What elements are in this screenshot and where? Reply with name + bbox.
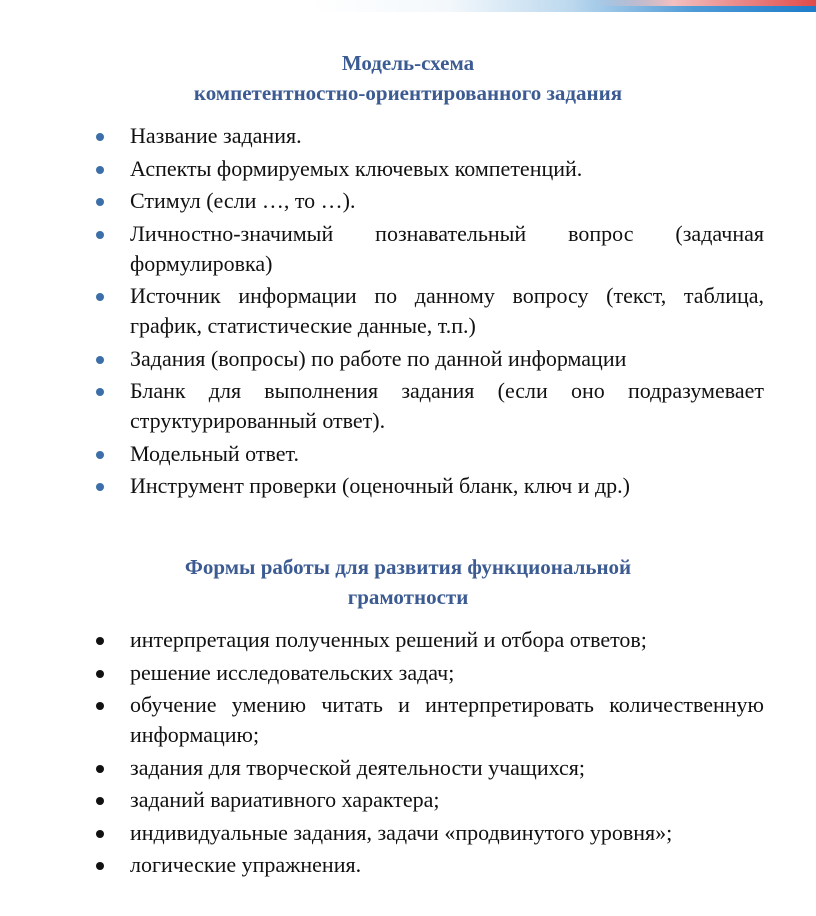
- list-item-text: интерпретация полученных решений и отбора ответов;: [130, 627, 647, 652]
- list-item: [96, 344, 764, 374]
- bullet-icon: [96, 356, 104, 364]
- list-item: [96, 281, 764, 341]
- list-item: [96, 219, 764, 279]
- bullet-icon: [96, 166, 104, 174]
- list-item: [96, 818, 764, 848]
- bullet-icon: [96, 702, 104, 710]
- list-item-text: решение исследовательских задач;: [130, 659, 455, 685]
- list-item-text: логические упражнения.: [130, 852, 362, 877]
- list-item-text: Стимул (если …, то …).: [130, 188, 356, 213]
- section-one-title-line1: Модель-схема: [341, 51, 475, 75]
- list-item-text: задания для творческой деятельности учащихся;: [130, 754, 586, 780]
- list-item: [96, 658, 764, 688]
- list-item-text: Инструмент проверки (оценочный бланк, ключ и др.): [130, 473, 630, 498]
- list-item: [96, 121, 764, 151]
- list-item-text: Модельный ответ.: [130, 440, 299, 466]
- list-item-text: Задания (вопросы) по работе по данной информации: [130, 345, 627, 371]
- section-two-title-line2: грамотности: [347, 585, 469, 609]
- bullet-icon: [96, 198, 104, 206]
- list-item-text: Личностно-значимый познавательный вопрос (задачная формулировка): [130, 220, 764, 276]
- bullet-icon: [96, 293, 104, 301]
- top-decorative-accent: [596, 0, 816, 6]
- bullet-icon: [96, 637, 104, 645]
- bullet-icon: [96, 231, 104, 239]
- section-two-title-line1: Формы работы для развития функциональной: [184, 555, 632, 579]
- list-item-text: обучение умению читать и интерпретировать количественную информацию;: [130, 692, 764, 747]
- list-item: [96, 850, 764, 880]
- bullet-icon: [96, 797, 104, 805]
- list-item: [96, 186, 764, 216]
- section-one-heading: [0, 48, 816, 108]
- section-two-list: [96, 625, 764, 883]
- list-item: [96, 154, 764, 184]
- section-one-list: [96, 121, 764, 504]
- list-item-text: заданий вариативного характера;: [130, 787, 440, 812]
- list-item: [96, 376, 764, 436]
- bullet-icon: [96, 451, 104, 459]
- section-one-title-line2: компетентностно-ориентированного задания: [193, 81, 623, 105]
- list-item: [96, 625, 764, 655]
- list-item-text: Источник информации по данному вопросу (текст, таблица, график, статистические данные, т.п.): [130, 283, 764, 338]
- list-item: [96, 690, 764, 750]
- bullet-icon: [96, 830, 104, 838]
- bullet-icon: [96, 133, 104, 141]
- bullet-icon: [96, 862, 104, 870]
- list-item: [96, 753, 764, 783]
- list-item-text: Название задания.: [130, 123, 302, 148]
- bullet-icon: [96, 670, 104, 678]
- bullet-icon: [96, 483, 104, 491]
- bullet-icon: [96, 765, 104, 773]
- list-item: [96, 471, 764, 501]
- list-item-text: Аспекты формируемых ключевых компетенций.: [130, 155, 583, 181]
- list-item-text: индивидуальные задания, задачи «продвинутого уровня»;: [130, 819, 673, 845]
- bullet-icon: [96, 388, 104, 396]
- list-item: [96, 439, 764, 469]
- list-item-text: Бланк для выполнения задания (если оно подразумевает структурированный ответ).: [130, 378, 764, 433]
- list-item: [96, 785, 764, 815]
- section-two-heading: [0, 552, 816, 612]
